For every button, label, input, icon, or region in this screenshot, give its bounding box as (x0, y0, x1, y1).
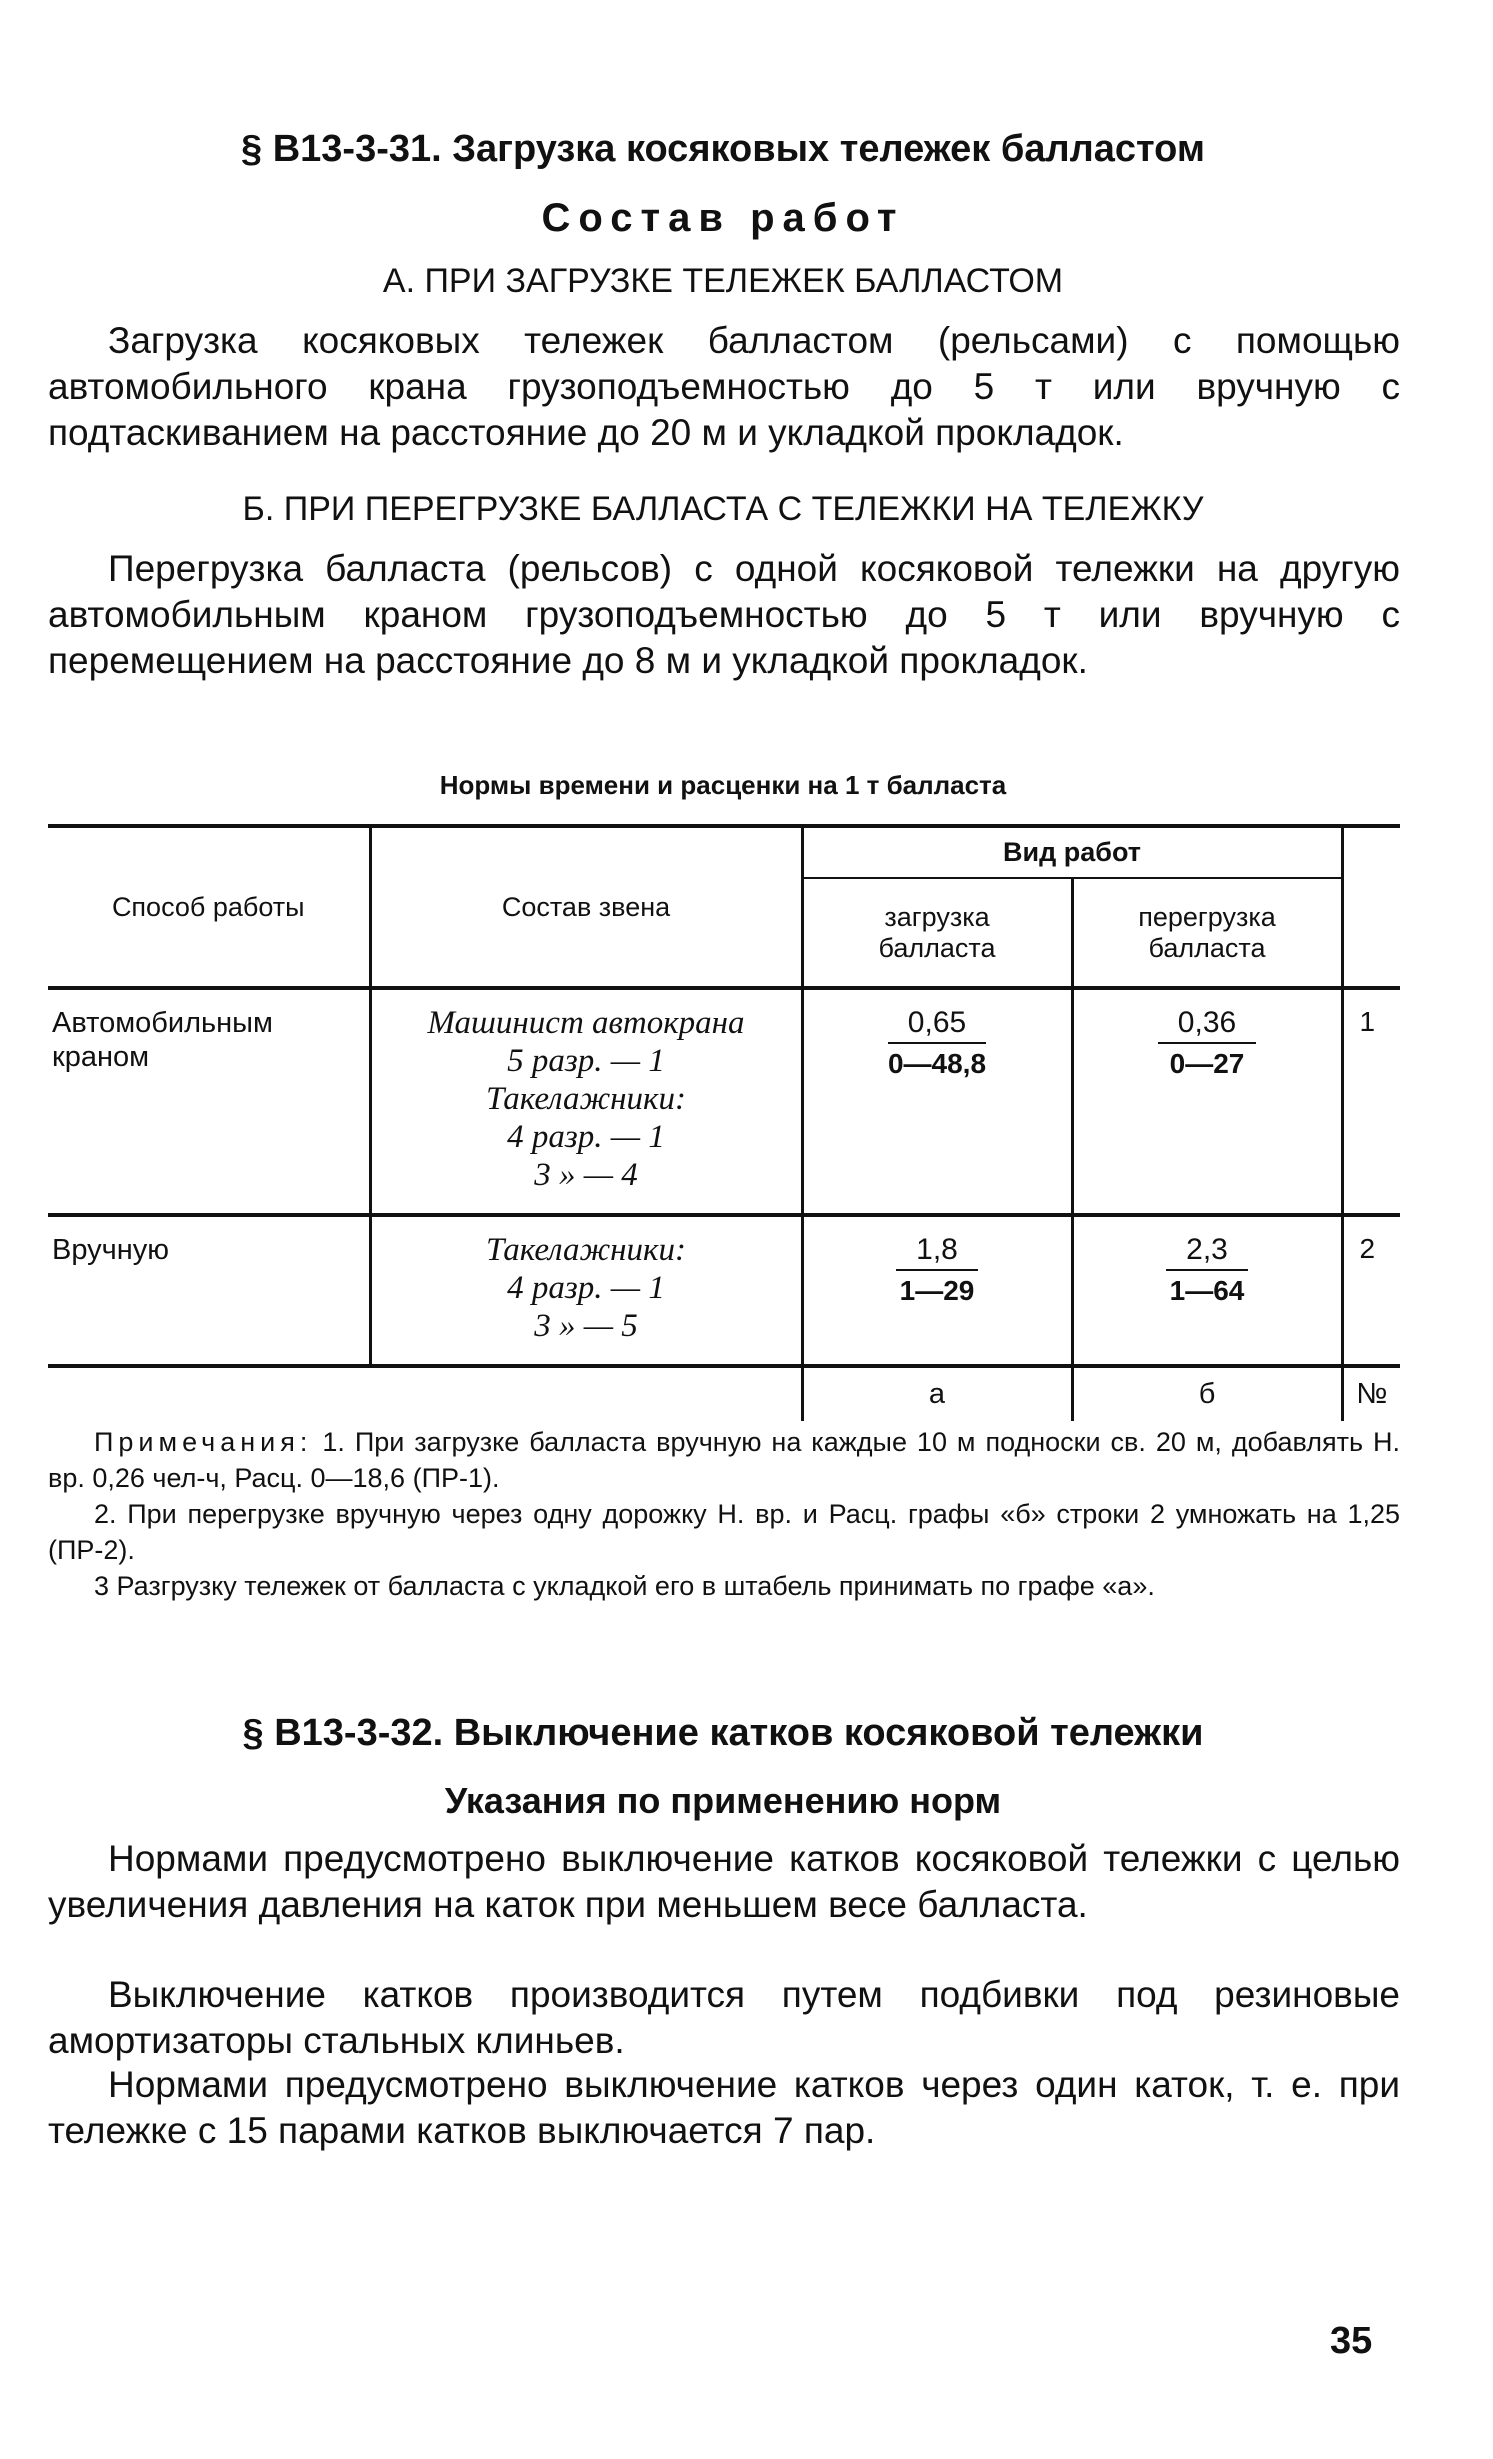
norm-fraction (1158, 1006, 1256, 1080)
table-caption: Нормы времени и расценки на 1 т балласта (439, 770, 1007, 800)
header-col-a: загрузка балласта (802, 878, 1072, 988)
section-heading-b13-3-32: § В13-3-32. Выключение катков косяковой тележки (242, 1712, 1204, 1754)
composition-title: Состав работ (541, 196, 905, 240)
row2-number: 2 (1342, 1215, 1400, 1366)
crew-line: 5 разр. — 1 (507, 1043, 665, 1079)
footer-col-b: б (1072, 1366, 1342, 1421)
footer-col-a: а (802, 1366, 1072, 1421)
row1-col-b (1072, 988, 1342, 1215)
crew-line: 3 » — 5 (534, 1308, 638, 1344)
header-crew: Состав звена (370, 826, 802, 988)
notes-label: Примечания: (94, 1427, 313, 1457)
row2-crew (370, 1215, 802, 1366)
row2-col-b (1072, 1215, 1342, 1366)
time-norm: 2,3 (1166, 1233, 1248, 1271)
paragraph: Нормами предусмотрено выключение катков косяковой тележки с целью увеличения давления на каток при меньшем весе балласта. (48, 1838, 1400, 1925)
table-row (48, 1215, 1400, 1366)
table-row (48, 988, 1400, 1215)
note-2: 2. При перегрузке вручную через одну дорожку Н. вр. и Расц. графы «б» строки 2 умножать на 1,25 (ПР-2). (48, 1499, 1400, 1565)
crew-line: Такелажники: (486, 1081, 686, 1117)
crew-line: Машинист автокрана (427, 1005, 745, 1041)
subsection-a-text: Загрузка косяковых тележек балластом (рельсами) с помощью автомобильного крана грузоподъемностью до 5 т или вручную с подтаскиванием на расстояние до 20 м и укладкой прокладок. (48, 320, 1400, 453)
rate: 0—48,8 (887, 1048, 987, 1079)
header-num-blank (1342, 826, 1400, 988)
page-number: 35 (1330, 2320, 1373, 2362)
paragraph: Выключение катков производится путем подбивки под резиновые амортизаторы стальных клиньев. (48, 1974, 1400, 2061)
note-1: 1. При загрузке балласта вручную на каждые 10 м подноски св. 20 м, добавлять Н. вр. 0,26 чел-ч, Расц. 0—18,6 (ПР-1). (48, 1427, 1400, 1493)
crew-line: Такелажники: (486, 1232, 686, 1268)
subsection-a-title: А. ПРИ ЗАГРУЗКЕ ТЕЛЕЖЕК БАЛЛАСТОМ (382, 262, 1064, 300)
subsection-b-title: Б. ПРИ ПЕРЕГРУЗКЕ БАЛЛАСТА С ТЕЛЕЖКИ НА ТЕЛЕЖКУ (242, 490, 1204, 528)
rate: 1—64 (1169, 1275, 1245, 1306)
row1-crew (370, 988, 802, 1215)
time-norm: 0,65 (888, 1006, 986, 1044)
footer-num: № (1356, 1378, 1388, 1410)
paragraph: Нормами предусмотрено выключение катков через один каток, т. е. при тележке с 15 парами катков выключается 7 пар. (48, 2064, 1400, 2151)
section-heading-b13-3-31: § В13-3-31. Загрузка косяковых тележек балластом (241, 128, 1205, 170)
subsection-b-text: Перегрузка балласта (рельсов) с одной косяковой тележки на другую автомобильным краном грузоподъемностью до 5 т или вручную с перемещением на расстояние до 8 м и укладкой прокладок. (48, 548, 1400, 681)
time-norm: 0,36 (1158, 1006, 1256, 1044)
header-method: Способ работы (48, 826, 370, 988)
crew-line: 3 » — 4 (534, 1157, 638, 1193)
time-norm: 1,8 (896, 1233, 978, 1271)
footer-blank (370, 1366, 802, 1421)
row1-method: Автомобильным краном (48, 988, 370, 1215)
crew-line: 4 разр. — 1 (507, 1119, 665, 1155)
row2-method: Вручную (48, 1215, 370, 1366)
row1-col-a (802, 988, 1072, 1215)
header-col-b: перегрузка балласта (1072, 878, 1342, 988)
footer-blank (48, 1366, 370, 1421)
row2-col-a (802, 1215, 1072, 1366)
norms-table (48, 824, 1400, 1421)
norm-fraction (896, 1233, 978, 1307)
norm-fraction (888, 1006, 986, 1080)
row1-number: 1 (1342, 988, 1400, 1215)
rate: 1—29 (899, 1275, 975, 1306)
table-notes (48, 1424, 1400, 1604)
note-3: 3 Разгрузку тележек от балласта с укладкой его в штабель принимать по графе «а». (94, 1571, 1155, 1601)
rate: 0—27 (1169, 1048, 1245, 1079)
crew-line: 4 разр. — 1 (507, 1270, 665, 1306)
section-subtitle: Указания по применению норм (444, 1780, 1002, 1821)
norm-fraction (1166, 1233, 1248, 1307)
header-work-type: Вид работ (802, 826, 1342, 878)
